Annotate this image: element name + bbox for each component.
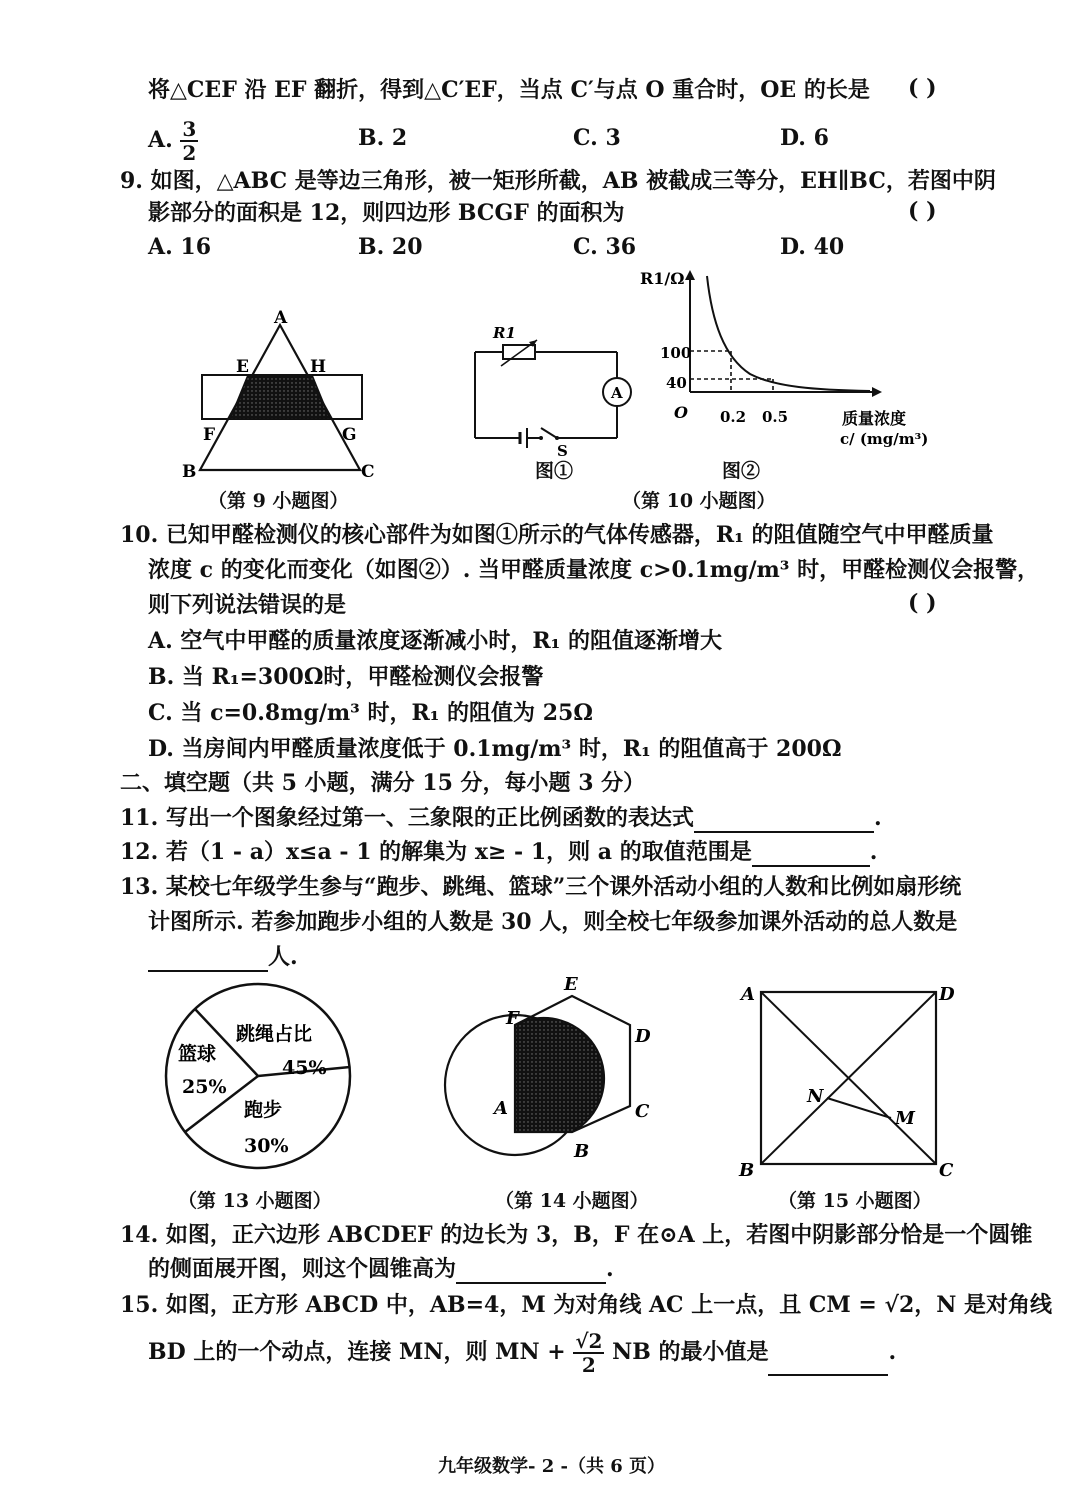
q14-answer-blank bbox=[456, 1258, 606, 1284]
label-n: N bbox=[807, 1086, 824, 1107]
label-c: C bbox=[939, 1160, 954, 1181]
label-m: M bbox=[895, 1108, 915, 1129]
q15-end: . bbox=[888, 1339, 897, 1365]
fig15-caption: （第 15 小题图） bbox=[778, 1190, 932, 1212]
sector-basketball-name: 篮球 bbox=[178, 1043, 217, 1065]
sector-running-name: 跑步 bbox=[244, 1099, 283, 1121]
q15-line2 bbox=[148, 1330, 896, 1376]
q8-stem: 将△CEF 沿 EF 翻折，得到△C′EF，当点 C′与点 O 重合时，OE 的长是 bbox=[148, 77, 870, 103]
origin-label: O bbox=[674, 403, 688, 422]
label-a: A bbox=[741, 984, 755, 1005]
q14-line1: 14. 如图，正六边形 ABCDEF 的边长为 3，B，F 在⊙A 上，若图中阴影部分恰是一个圆锥 bbox=[120, 1222, 1033, 1248]
q8-option-a-denominator: 2 bbox=[182, 141, 197, 165]
q14-line2 bbox=[148, 1254, 614, 1284]
fig10-fig1-label: 图① bbox=[535, 460, 574, 482]
sector-rope-name: 跳绳占比 bbox=[236, 1023, 313, 1045]
q15-fraction-denominator: 2 bbox=[581, 1353, 596, 1377]
figure-9 bbox=[170, 305, 400, 485]
q9-option-a: A. 16 bbox=[148, 234, 212, 260]
q13-line2: 计图所示. 若参加跑步小组的人数是 30 人，则全校七年级参加课外活动的总人数是 bbox=[148, 909, 958, 935]
q12-text: 12. 若（1 - a）x≤a - 1 的解集为 x≥ - 1，则 a 的取值范围是 bbox=[120, 839, 752, 865]
q13-line1: 13. 某校七年级学生参与“跑步、跳绳、篮球”三个课外活动小组的人数和比例如扇形统 bbox=[120, 874, 962, 900]
label-f: F bbox=[506, 1008, 519, 1029]
q15-fraction bbox=[573, 1330, 604, 1376]
label-e: E bbox=[564, 974, 578, 995]
r1-label: R1 bbox=[493, 324, 516, 342]
q8-option-b: B. 2 bbox=[358, 125, 408, 151]
q8-option-a-prefix: A. bbox=[148, 127, 173, 153]
q15-answer-blank bbox=[768, 1350, 888, 1376]
x-axis-label-2: c/ (mg/m³) bbox=[840, 430, 929, 448]
q13-answer-blank bbox=[148, 946, 268, 972]
label-d: D bbox=[939, 984, 955, 1005]
y-axis-label: R1/Ω bbox=[640, 269, 685, 288]
ammeter-label: A bbox=[611, 384, 623, 402]
q15-fraction-numerator: √2 bbox=[575, 1329, 603, 1353]
shaded-region bbox=[230, 375, 330, 419]
q8-option-a bbox=[148, 118, 198, 164]
section-2-heading: 二、填空题（共 5 小题，满分 15 分，每小题 3 分） bbox=[120, 770, 646, 796]
q14-end: . bbox=[606, 1256, 614, 1282]
label-g: G bbox=[342, 425, 357, 445]
label-c: C bbox=[635, 1101, 650, 1122]
label-f: F bbox=[203, 425, 216, 445]
label-b: B bbox=[574, 1141, 590, 1162]
q10-option-d: D. 当房间内甲醛质量浓度低于 0.1mg/m³ 时，R₁ 的阻值高于 200Ω bbox=[148, 736, 842, 762]
fig13-caption: （第 13 小题图） bbox=[178, 1190, 332, 1212]
q14-line2-text: 的侧面展开图，则这个圆锥高为 bbox=[148, 1256, 457, 1282]
q9-line1: 9. 如图，△ABC 是等边三角形，被一矩形所截，AB 被截成三等分，EH∥BC，若图中阴 bbox=[120, 168, 996, 194]
q9-answer-paren: ( ) bbox=[908, 198, 937, 224]
y-tick-40: 40 bbox=[666, 374, 687, 392]
q8-option-d: D. 6 bbox=[780, 125, 829, 151]
q10-option-a: A. 空气中甲醛的质量浓度逐渐减小时，R₁ 的阻值逐渐增大 bbox=[148, 628, 722, 654]
switch-s bbox=[541, 428, 557, 438]
s-label: S bbox=[557, 442, 568, 460]
q9-line2: 影部分的面积是 12，则四边形 BCGF 的面积为 bbox=[148, 200, 625, 226]
sector-rope-percent: 45% bbox=[282, 1057, 327, 1079]
page-footer: 九年级数学- 2 -（共 6 页） bbox=[438, 1456, 666, 1477]
label-a: A bbox=[494, 1098, 508, 1119]
label-d: D bbox=[635, 1026, 651, 1047]
figure-13-pie bbox=[160, 980, 360, 1180]
q15-line2-pre: BD 上的一个动点，连接 MN，则 MN + bbox=[148, 1339, 566, 1365]
q10-option-c: C. 当 c=0.8mg/m³ 时，R₁ 的阻值为 25Ω bbox=[148, 700, 593, 726]
q8-option-a-fraction bbox=[180, 118, 198, 164]
q10-option-b: B. 当 R₁=300Ω时，甲醛检测仪会报警 bbox=[148, 664, 544, 690]
q12 bbox=[120, 837, 877, 867]
resistor-r1 bbox=[503, 345, 535, 359]
q8-option-a-numerator: 3 bbox=[182, 117, 197, 141]
q12-end: . bbox=[869, 839, 878, 865]
x-tick-0-2: 0.2 bbox=[720, 408, 747, 426]
figure-10-graph bbox=[640, 262, 940, 462]
q10-line3: 则下列说法错误的是 bbox=[148, 592, 347, 618]
x-tick-0-5: 0.5 bbox=[762, 408, 789, 426]
q8-answer-paren: ( ) bbox=[908, 75, 937, 101]
fig10-caption: （第 10 小题图） bbox=[622, 490, 776, 512]
q11-text: 11. 写出一个图象经过第一、三象限的正比例函数的表达式 bbox=[120, 805, 694, 831]
q8-option-c: C. 3 bbox=[573, 125, 621, 151]
segment-mn bbox=[827, 1098, 891, 1118]
q10-line1: 10. 已知甲醛检测仪的核心部件为如图①所示的气体传感器，R₁ 的阻值随空气中甲醛质量 bbox=[120, 522, 994, 548]
q9-option-c: C. 36 bbox=[573, 234, 637, 260]
label-a: A bbox=[274, 308, 288, 328]
q12-answer-blank bbox=[752, 841, 870, 867]
q13-line3-end: 人. bbox=[268, 944, 298, 970]
figure-14 bbox=[430, 972, 670, 1172]
q10-answer-paren: ( ) bbox=[908, 590, 937, 616]
y-tick-100: 100 bbox=[660, 344, 692, 362]
fig14-caption: （第 14 小题图） bbox=[495, 1190, 649, 1212]
q9-option-d: D. 40 bbox=[780, 234, 845, 260]
label-e: E bbox=[236, 357, 249, 377]
label-b: B bbox=[182, 462, 197, 482]
sector-basketball-percent: 25% bbox=[182, 1076, 227, 1098]
q9-option-b: B. 20 bbox=[358, 234, 423, 260]
q11 bbox=[120, 803, 882, 833]
q15-line2-post: NB 的最小值是 bbox=[612, 1339, 769, 1365]
fig10-fig2-label: 图② bbox=[722, 460, 761, 482]
label-h: H bbox=[310, 357, 327, 377]
figure-15 bbox=[735, 978, 965, 1188]
q15-line1: 15. 如图，正方形 ABCD 中，AB=4，M 为对角线 AC 上一点，且 CM = √2，N 是对角线 bbox=[120, 1292, 1053, 1318]
q10-line2: 浓度 c 的变化而变化（如图②）. 当甲醛质量浓度 c>0.1mg/m³ 时，甲醛检测仪会报警， bbox=[148, 557, 1040, 583]
fig9-caption: （第 9 小题图） bbox=[208, 490, 349, 512]
shaded-sector bbox=[515, 1018, 604, 1132]
label-b: B bbox=[739, 1160, 755, 1181]
q11-end: . bbox=[873, 805, 882, 831]
label-c: C bbox=[361, 462, 375, 482]
q13-line3 bbox=[148, 942, 298, 972]
q11-answer-blank bbox=[694, 807, 874, 833]
x-axis-label-1: 质量浓度 bbox=[842, 409, 907, 428]
sector-running-percent: 30% bbox=[244, 1135, 289, 1157]
